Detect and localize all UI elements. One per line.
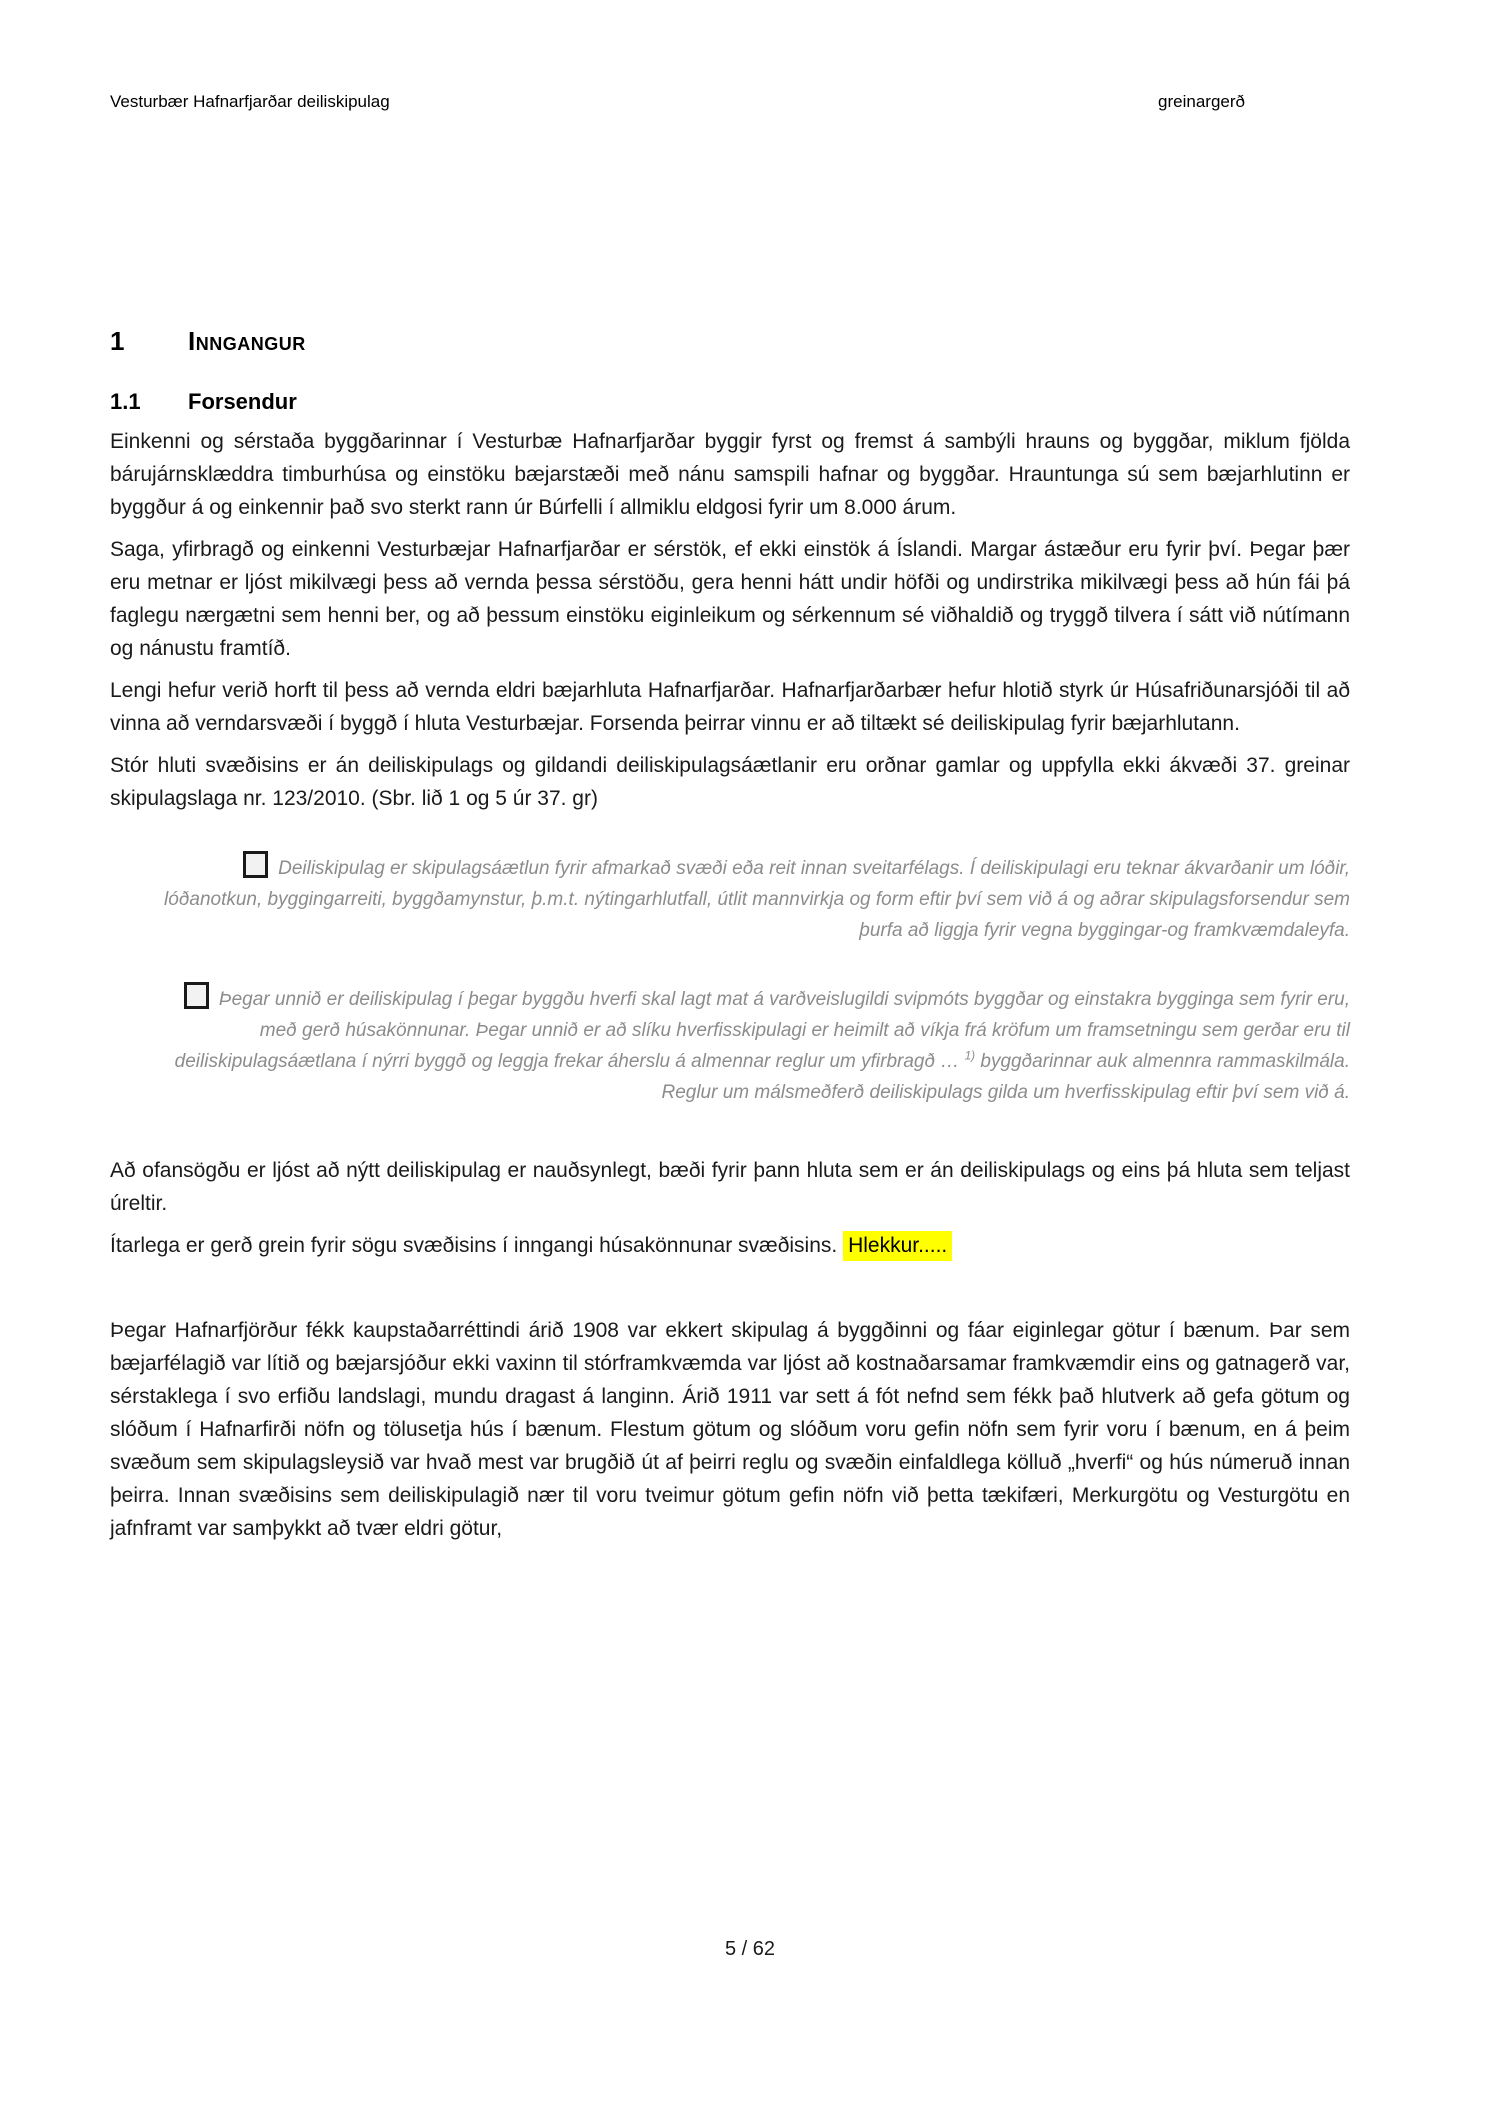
header-right-title: greinargerð — [1158, 92, 1245, 111]
section-title: Inngangur — [188, 326, 306, 356]
paragraph-2: Saga, yfirbragð og einkenni Vesturbæjar Hafnarfjarðar er sérstök, ef ekki einstök á Íslandi. Margar ástæður eru fyrir því. Þegar þær eru metnar er ljóst mikilvægi þess að vernda þessa sérstöðu, gera henni hátt undir höfði og undirstrika mikilvægi þess að hún fái þá faglegu nærgætni sem henni ber, og að þessum einstöku eiginleikum og sérkennum sé viðhaldið og tryggð tilvera í sátt við nútímann og nánustu framtíð. — [110, 538, 1350, 660]
legal-quote-2-text-before: Þegar unnið er deiliskipulag í þegar byggðu hverfi skal lagt mat á varðveislugildi svipmóts byggðar og einstakra bygginga sem fyrir eru, með gerð húsakönnunar. Þegar unnið er að slíku hverfisskipulagi er heimilt að víkja frá kröfum um framsetningu sem gerðar eru til deiliskipulagsáætlana í nýrri byggð og leggja frekar áherslu á almennar reglur um yfirbragð … — [174, 989, 1350, 1072]
paragraph-7: Þegar Hafnarfjörður fékk kaupstaðarréttindi árið 1908 var ekkert skipulag á byggðinni og fáar eiginlegar götur í bænum. Þar sem bæjarfélagið var lítið og bæjarsjóður ekki vaxinn til stórframkvæmda var ljóst að kostnaðarsamar framkvæmdir eins og gatnagerð var, sérstaklega í svo erfiðu landslagi, mundu dragast á langinn. Árið 1911 var sett á fót nefnd sem fékk það hlutverk að gefa götum og slóðum í Hafnarfirði nöfn og tölusetja hús í bænum. Flestum götum og slóðum voru gefin nöfn sem fyrir voru í bænum, en á þeim svæðum sem skipulagsleysið var hvað mest var brugðið út af þeirri reglu og svæðin einfaldlega kölluð „hverfi“ og hús númeruð innan þeirra. Innan svæðisins sem deiliskipulagið nær til voru tveimur götum gefin nöfn við þetta tækifæri, Merkurgötu og Vesturgötu en jafnframt var samþykkt að tvær eldri götur, — [110, 1319, 1350, 1540]
section-number: 1 — [110, 326, 125, 356]
legal-quote-2 — [110, 982, 1350, 1108]
subsection-number: 1.1 — [110, 389, 141, 414]
paragraph-6-text: Ítarlega er gerð grein fyrir sögu svæðisins í inngangi húsakönnunar svæðisins. — [110, 1234, 844, 1257]
legal-quote-1 — [110, 851, 1350, 946]
subsection-title: Forsendur — [188, 389, 297, 414]
legal-quote-1-text: Deiliskipulag er skipulagsáætlun fyrir afmarkað svæði eða reit innan sveitarfélags. Í deiliskipulagi eru teknar ákvarðanir um lóðir, lóðanotkun, byggingarreiti, byggðamynstur, þ.m.t. nýtingarhlutfall, útlit mannvirkja og form eftir því sem við á og aðrar skipulagsforsendur sem þurfa að liggja fyrir vegna byggingar-og framkvæmdaleyfa. — [164, 858, 1350, 941]
paragraph-1: Einkenni og sérstaða byggðarinnar í Vesturbæ Hafnarfjarðar byggir fyrst og fremst á sambýli hrauns og byggðar, miklum fjölda bárujárnsklæddra timburhúsa og einstöku bæjarstæði með nánu samspili hafnar og byggðar. Hrauntunga sú sem bæjarhlutinn er byggður á og einkennir það svo sterkt rann úr Búrfelli í allmiklu eldgosi fyrir um 8.000 árum. — [110, 430, 1350, 519]
paragraph-6 — [110, 1229, 1350, 1262]
subsection-heading — [110, 389, 1350, 415]
section-heading — [110, 326, 1350, 357]
page-header — [110, 92, 1245, 112]
header-left-title: Vesturbær Hafnarfjarðar deiliskipulag — [110, 92, 390, 111]
paragraph-4: Stór hluti svæðisins er án deiliskipulags og gildandi deiliskipulagsáætlanir eru orðnar gamlar og uppfylla ekki ákvæði 37. greinar skipulagslaga nr. 123/2010. (Sbr. lið 1 og 5 úr 37. gr) — [110, 754, 1350, 810]
checkbox-icon — [184, 982, 209, 1009]
paragraph-3: Lengi hefur verið horft til þess að vernda eldri bæjarhluta Hafnarfjarðar. Hafnarfjarðarbær hefur hlotið styrk úr Húsafriðunarsjóði til að vinna að verndarsvæði í byggð í hluta Vesturbæjar. Forsenda þeirrar vinnu er að tiltækt sé deiliskipulag fyrir bæjarhlutann. — [110, 679, 1350, 735]
highlighted-link-placeholder: Hlekkur..... — [843, 1231, 952, 1261]
footnote-reference: 1) — [964, 1049, 976, 1063]
checkbox-icon — [243, 851, 268, 878]
page-number: 5 / 62 — [724, 1938, 776, 1960]
page-footer — [0, 1938, 1500, 1961]
paragraph-5: Að ofansögðu er ljóst að nýtt deiliskipulag er nauðsynlegt, bæði fyrir þann hluta sem er án deiliskipulags og eins þá hluta sem teljast úreltir. — [110, 1159, 1350, 1215]
document-body — [110, 326, 1350, 1545]
legal-quote-2-text-after: byggðarinnar auk almennra rammaskilmála. Reglur um málsmeðferð deiliskipulags gilda um hverfisskipulag eftir því sem við á. — [661, 1051, 1350, 1103]
